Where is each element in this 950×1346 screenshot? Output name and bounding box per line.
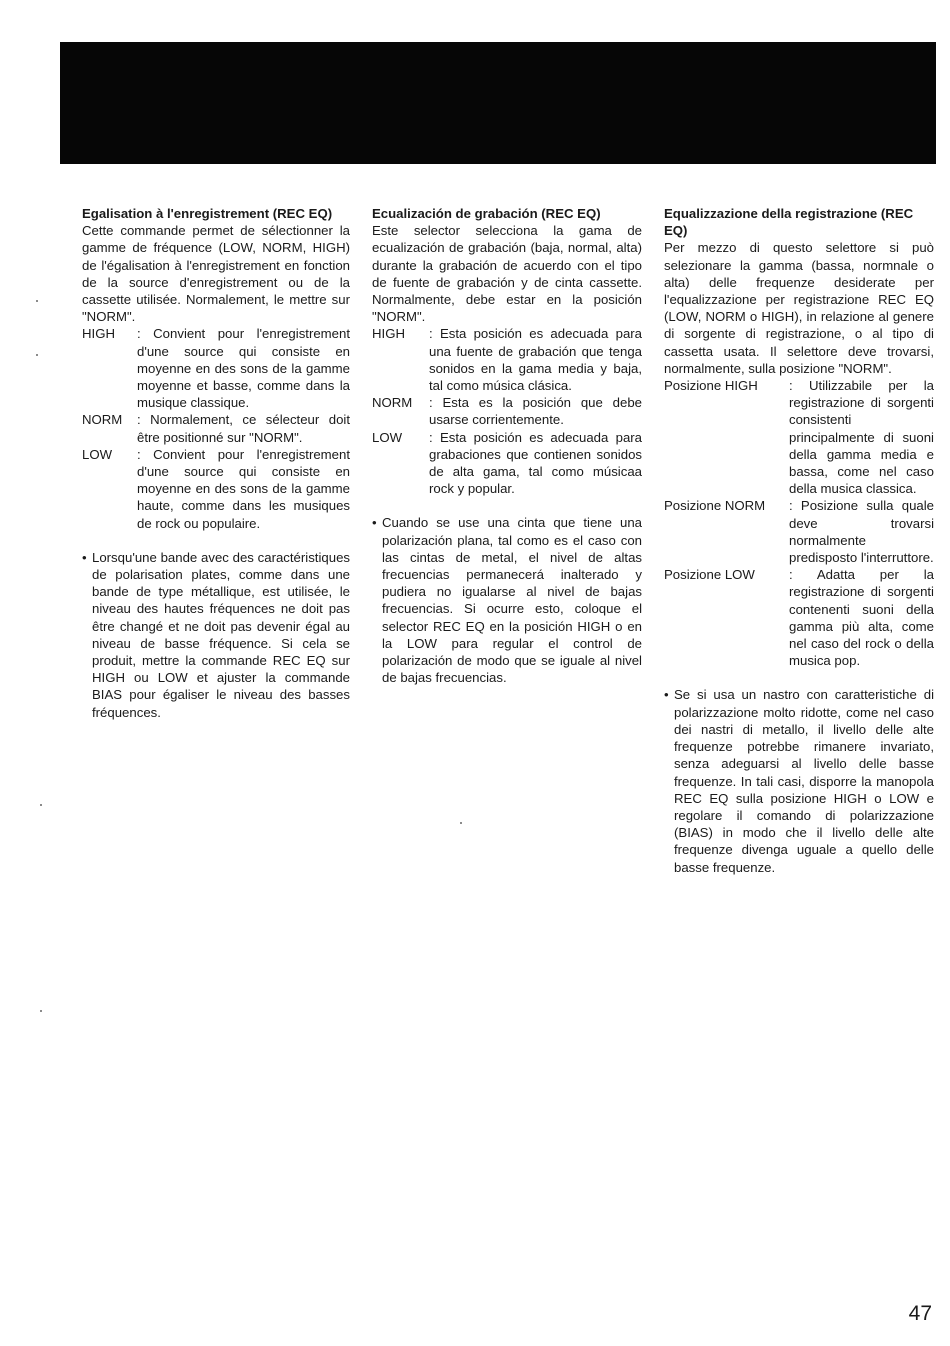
bullet-icon: • <box>82 549 87 565</box>
intro-paragraph: Este selector selecciona la gama de ecualización de grabación (baja, normal, alta) durante la grabación de acuerdo con el tipo de fuente de grabación y de cinta cassette. Normalmente, debe estar en la posición "NORM". <box>372 223 642 325</box>
scan-speck <box>460 822 462 824</box>
section-heading: Ecualización de grabación (REC EQ) <box>372 206 601 221</box>
setting-definition: : Esta posición es adecuada para grabaciones que contienen sonidos de alta gama, tal como músicaa rock y popular. <box>429 429 643 497</box>
setting-term: LOW <box>82 446 113 462</box>
setting-list <box>372 325 642 497</box>
setting-definition: : Esta posición es adecuada para una fuente de grabación que tenga sonidos en la gama media y baja, tal como música clásica. <box>429 326 643 394</box>
scan-speck <box>36 300 38 302</box>
bullet-icon: • <box>664 687 669 703</box>
intro-paragraph: Cette commande permet de sélectionner la gamme de fréquence (LOW, NORM, HIGH) de l'égalisation à l'enregistrement en fonction de la source d'enregistrement ou de la cassette utilisée. Normalement, le mettre sur "NORM". <box>82 223 350 325</box>
setting-definition: : Convient pour l'enregistrement d'une source qui consiste en moyenne en des sons de la gamme moyenne et basse, comme dans la musique classique. <box>137 326 350 411</box>
setting-definition: : Adatta per la registrazione di sorgenti contenenti suoni della gamma più alta, come nel caso del rock o della musica pop. <box>789 567 934 669</box>
note-bullet <box>82 549 350 721</box>
column-italian <box>664 205 934 876</box>
bullet-icon: • <box>372 515 377 531</box>
note-text: Se si usa un nastro con caratteristiche di polarizzazione molto ridotte, come nel caso dei nastri di metallo, il livello delle alte frequenze potrebbe rimanere invariato, senza adeguarsi al livello delle basse frequenze. In tali casi, disporre la manopola REC EQ sulla posizione HIGH o LOW e regolare il comando di polarizzazione (BIAS) in modo che il livello delle alte frequenze divenga uguale a quello delle basse frequenze. <box>674 687 934 875</box>
column-french <box>82 205 350 721</box>
setting-term: LOW <box>372 429 403 445</box>
intro-paragraph: Per mezzo di questo selettore si può selezionare la gamma (bassa, normnale o alta) delle frequenze desiderate per l'equalizzazione per registrazione REC EQ (LOW, NORM o HIGH), in relazione al genere di sorgente di registrazione, o al tipo di cassetta usata. Il selettore deve trovarsi, normalmente, sulla posizione "NORM". <box>664 240 934 376</box>
setting-term: NORM <box>82 412 123 428</box>
page-number: 47 <box>908 1302 932 1325</box>
setting-term: HIGH <box>82 326 115 342</box>
setting-list <box>82 325 350 531</box>
setting-term: Posizione NORM <box>664 498 766 514</box>
setting-definition: : Normalement, ce sélecteur doit être positionné sur "NORM". <box>137 412 350 445</box>
scan-speck <box>40 1010 42 1012</box>
section-heading: Equalizzazione della registrazione (REC EQ) <box>664 206 914 239</box>
section-heading: Egalisation à l'enregistrement (REC EQ) <box>82 206 333 221</box>
setting-definition: : Posizione sulla quale deve trovarsi normalmente predisposto l'interruttore. <box>789 498 934 566</box>
note-bullet <box>664 686 934 875</box>
setting-term: HIGH <box>372 326 405 342</box>
setting-definition: : Utilizzabile per la registrazione di sorgenti consistenti principalmente di suoni della gamma media e bassa, come nel caso della musica classica. <box>789 378 935 497</box>
setting-term: NORM <box>372 395 413 411</box>
header-banner <box>60 42 936 164</box>
scan-speck <box>40 804 42 806</box>
setting-list <box>664 377 934 669</box>
setting-definition: : Convient pour l'enregistrement d'une source qui consiste en moyenne en des sons de la gamme haute, comme dans les musiques de rock ou populaire. <box>137 446 350 531</box>
note-text: Lorsqu'une bande avec des caractéristiques de polarisation plates, comme dans une bande de type métallique, est utilisée, le niveau des hautes fréquences ne doit pas être changé et ne doit pas devenir égal au niveau de basse fréquence. Si cela se produit, mettre la commande REC EQ sur HIGH ou LOW et ajuster la commande BIAS pour égaliser le niveau des basses fréquences. <box>92 549 350 720</box>
scan-speck <box>36 354 38 356</box>
setting-term: Posizione HIGH <box>664 378 758 394</box>
setting-term: Posizione LOW <box>664 567 755 583</box>
column-spanish <box>372 205 642 686</box>
note-bullet <box>372 514 642 686</box>
note-text: Cuando se use una cinta que tiene una polarización plana, tal como es el caso con las cintas de metal, el nivel de altas frecuencias permanecerá inalterado y pudiera no igualarse al nivel de bajas frecuencias. Si ocurre esto, coloque el selector REC EQ en la posición HIGH o en la LOW para regular el control de polarización de modo que se iguale al nivel de bajas frecuencias. <box>382 515 642 686</box>
setting-definition: : Esta es la posición que debe usarse corrientemente. <box>429 395 643 428</box>
